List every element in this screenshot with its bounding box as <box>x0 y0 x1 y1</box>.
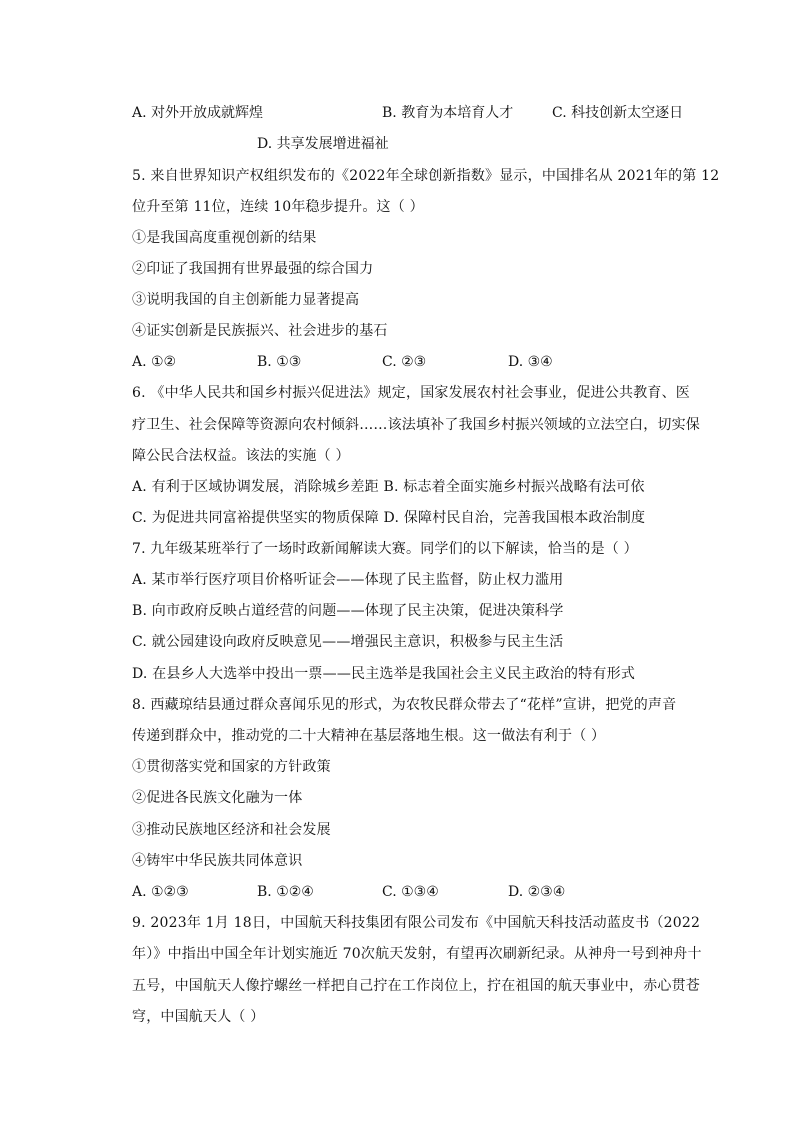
question-stem-line: 年）》中指出中国全年计划实施近 70次航天发射，有望再次刷新纪录。从神舟一号到神舟十 <box>132 946 702 962</box>
question-stem-line: 传递到群众中，推动党的二十大精神在基层落地生根。这一做法有利于（ ） <box>132 728 606 744</box>
option-b: B. ①②④ <box>257 884 314 900</box>
option-b: B. ①③ <box>257 354 302 370</box>
statement-4: ④铸牢中华民族共同体意识 <box>132 853 303 869</box>
option-c: C. 科技创新太空逐日 <box>552 105 684 121</box>
statement-3: ③说明我国的自主创新能力显著提高 <box>132 292 360 308</box>
statement-1: ①贯彻落实党和国家的方针政策 <box>132 759 331 775</box>
question-stem-line: 穹，中国航天人（ ） <box>132 1009 265 1025</box>
option-ab-line: A. 有利于区域协调发展，消除城乡差距 B. 标志着全面实施乡村振兴战略有法可依 <box>132 479 645 495</box>
question-stem-line: 7. 九年级某班举行了一场时政新闻解读大赛。同学们的以下解读，恰当的是（ ） <box>132 541 638 557</box>
option-d: D. 在县乡人大选举中投出一票——民主选举是我国社会主义民主政治的特有形式 <box>132 666 636 682</box>
option-b: B. 向市政府反映占道经营的问题——体现了民主决策，促进决策科学 <box>132 603 564 619</box>
statement-2: ②印证了我国拥有世界最强的综合国力 <box>132 261 374 277</box>
option-a: A. ①②③ <box>132 884 189 900</box>
question-stem-line: 8. 西藏琼结县通过群众喜闻乐见的形式，为农牧民群众带去了“花样”宣讲，把党的声音 <box>132 697 677 713</box>
option-cd-line: C. 为促进共同富裕提供坚实的物质保障 D. 保障村民自治，完善我国根本政治制度 <box>132 510 646 526</box>
option-d: D. ③④ <box>508 354 553 370</box>
question-stem-line: 9. 2023年 1月 18日，中国航天科技集团有限公司发布《中国航天科技活动蓝皮书（2022 <box>132 915 701 931</box>
option-c: C. ②③ <box>382 354 427 370</box>
option-a: A. 对外开放成就辉煌 <box>132 105 264 121</box>
question-stem-line: 疗卫生、社会保障等资源向农村倾斜……该法填补了我国乡村振兴领域的立法空白，切实保 <box>132 417 700 433</box>
option-b: B. 教育为本培育人才 <box>382 105 514 121</box>
question-stem-line: 障公民合法权益。该法的实施（ ） <box>132 448 350 464</box>
option-c: C. 就公园建设向政府反映意见——增强民主意识，积极参与民主生活 <box>132 634 564 650</box>
question-stem-line: 6. 《中华人民共和国乡村振兴促进法》规定，国家发展农村社会事业，促进公共教育、医 <box>132 385 691 401</box>
option-d: D. 共享发展增进福祉 <box>257 136 389 152</box>
statement-3: ③推动民族地区经济和社会发展 <box>132 822 331 838</box>
option-a: A. 某市举行医疗项目价格听证会——体现了民主监督，防止权力滥用 <box>132 572 564 588</box>
question-stem-line: 5. 来自世界知识产权组织发布的《2022年全球创新指数》显示，中国排名从 2021年的第 12 <box>132 168 720 184</box>
question-stem-line: 五号，中国航天人像拧螺丝一样把自己拧在工作岗位上，拧在祖国的航天事业中，赤心贯苍 <box>132 978 700 994</box>
option-a: A. ①② <box>132 354 177 370</box>
statement-4: ④证实创新是民族振兴、社会进步的基石 <box>132 323 388 339</box>
option-c: C. ①③④ <box>382 884 439 900</box>
statement-2: ②促进各民族文化融为一体 <box>132 790 303 806</box>
question-stem-line: 位升至第 11位，连续 10年稳步提升。这（ ） <box>132 199 424 215</box>
statement-1: ①是我国高度重视创新的结果 <box>132 230 317 246</box>
option-d: D. ②③④ <box>508 884 566 900</box>
